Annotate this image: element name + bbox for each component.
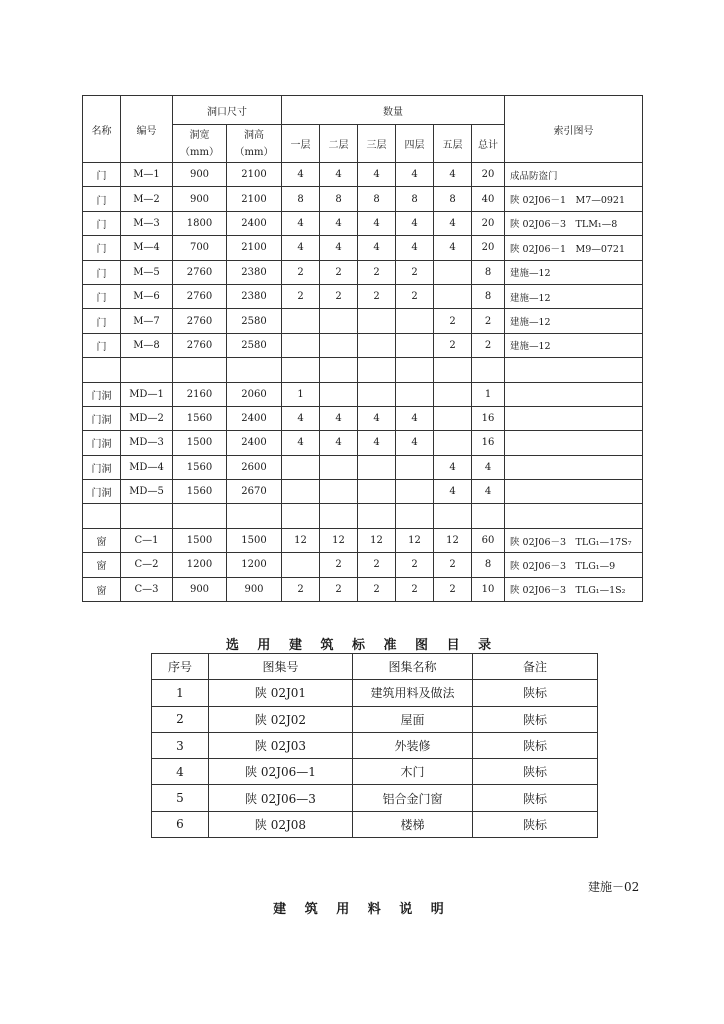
cell-floor-1: 2 (282, 577, 320, 601)
cell-floor-4 (396, 358, 434, 382)
cell-name: 门 (83, 284, 121, 308)
table-row (83, 480, 643, 504)
header-width: 洞宽 （mm） (173, 125, 227, 163)
cell-floor-2 (320, 382, 358, 406)
cell-floor-3: 4 (358, 406, 396, 430)
catalog-cell-remark: 陕标 (473, 811, 598, 837)
table-row (83, 455, 643, 479)
cell-floor-3: 2 (358, 577, 396, 601)
cell-reference (505, 406, 643, 430)
cell-total: 8 (472, 553, 505, 577)
catalog-cell-atlas-name: 木门 (353, 759, 473, 785)
header-total: 总计 (472, 125, 505, 163)
cell-floor-5 (434, 382, 472, 406)
header-height: 洞高 （mm） (227, 125, 282, 163)
cell-code: MD—2 (121, 406, 173, 430)
table-row (83, 528, 643, 552)
cell-code: C—3 (121, 577, 173, 601)
cell-reference: 建施—12 (505, 309, 643, 333)
cell-floor-1: 4 (282, 406, 320, 430)
cell-height: 2400 (227, 211, 282, 235)
cell-floor-4: 4 (396, 431, 434, 455)
cell-reference: 建施—12 (505, 260, 643, 284)
cell-name: 窗 (83, 553, 121, 577)
cell-reference (505, 431, 643, 455)
table-row (83, 431, 643, 455)
cell-name: 门洞 (83, 480, 121, 504)
cell-floor-5: 2 (434, 309, 472, 333)
cell-floor-4: 4 (396, 406, 434, 430)
standard-drawing-catalog-table (151, 653, 598, 838)
catalog-cell-atlas-name: 铝合金门窗 (353, 785, 473, 811)
cell-floor-2 (320, 480, 358, 504)
cell-total (472, 358, 505, 382)
cell-reference (505, 358, 643, 382)
catalog-cell-atlas-no: 陕 02J01 (209, 680, 353, 706)
cell-code: C—2 (121, 553, 173, 577)
cell-width: 1560 (173, 480, 227, 504)
cell-floor-3 (358, 455, 396, 479)
header-floor-1: 一层 (282, 125, 320, 163)
cell-code: M—3 (121, 211, 173, 235)
cell-name: 窗 (83, 577, 121, 601)
cell-total: 20 (472, 163, 505, 187)
cell-reference: 陕 02J06－3 TLM₁—8 (505, 211, 643, 235)
cell-floor-2: 4 (320, 406, 358, 430)
cell-floor-2 (320, 333, 358, 357)
cell-floor-5: 4 (434, 211, 472, 235)
cell-name: 门 (83, 211, 121, 235)
catalog-cell-atlas-no: 陕 02J06—1 (209, 759, 353, 785)
header-floor-5: 五层 (434, 125, 472, 163)
cell-floor-4 (396, 382, 434, 406)
cell-total: 1 (472, 382, 505, 406)
header-floor-2: 二层 (320, 125, 358, 163)
cell-height (227, 504, 282, 528)
cell-floor-1: 8 (282, 187, 320, 211)
cell-floor-2: 2 (320, 284, 358, 308)
cell-floor-5: 4 (434, 163, 472, 187)
catalog-cell-atlas-no: 陕 02J06—3 (209, 785, 353, 811)
cell-total: 8 (472, 260, 505, 284)
catalog-cell-atlas-no: 陕 02J03 (209, 732, 353, 758)
cell-height: 2580 (227, 333, 282, 357)
cell-width: 900 (173, 187, 227, 211)
cell-width: 2160 (173, 382, 227, 406)
cell-floor-1: 2 (282, 284, 320, 308)
cell-floor-1 (282, 480, 320, 504)
catalog-cell-remark: 陕标 (473, 706, 598, 732)
cell-floor-4: 4 (396, 211, 434, 235)
catalog-cell-index: 1 (152, 680, 209, 706)
table-row (83, 163, 643, 187)
cell-total: 20 (472, 211, 505, 235)
section-title: 建 筑 用 料 说 明 (273, 902, 451, 917)
cell-floor-3 (358, 358, 396, 382)
catalog-cell-index: 2 (152, 706, 209, 732)
catalog-cell-atlas-name: 楼梯 (353, 811, 473, 837)
cell-total: 2 (472, 309, 505, 333)
cell-width: 900 (173, 577, 227, 601)
cell-height: 2100 (227, 187, 282, 211)
cell-width: 700 (173, 236, 227, 260)
cell-floor-1: 4 (282, 236, 320, 260)
catalog-cell-atlas-no: 陕 02J08 (209, 811, 353, 837)
cell-floor-1: 1 (282, 382, 320, 406)
catalog-cell-index: 3 (152, 732, 209, 758)
cell-floor-2: 4 (320, 431, 358, 455)
cell-floor-2: 4 (320, 236, 358, 260)
cell-floor-3 (358, 309, 396, 333)
cell-floor-3: 2 (358, 284, 396, 308)
cell-floor-2: 4 (320, 163, 358, 187)
cell-width: 2760 (173, 333, 227, 357)
cell-total: 16 (472, 431, 505, 455)
cell-floor-1 (282, 333, 320, 357)
cell-floor-3 (358, 333, 396, 357)
header-floor-4: 四层 (396, 125, 434, 163)
catalog-title: 选 用 建 筑 标 准 图 目 录 (225, 638, 499, 653)
cell-floor-5 (434, 504, 472, 528)
header-reference: 索引图号 (505, 96, 643, 163)
cell-name: 门 (83, 187, 121, 211)
table-row (83, 309, 643, 333)
cell-name (83, 504, 121, 528)
cell-floor-5: 2 (434, 333, 472, 357)
cell-floor-2 (320, 455, 358, 479)
cell-floor-2 (320, 309, 358, 333)
catalog-header-index: 序号 (152, 654, 209, 680)
cell-total: 60 (472, 528, 505, 552)
cell-total: 4 (472, 480, 505, 504)
table-row (152, 706, 598, 732)
cell-height: 2100 (227, 163, 282, 187)
cell-floor-2: 2 (320, 577, 358, 601)
cell-floor-4 (396, 455, 434, 479)
cell-name: 门 (83, 333, 121, 357)
cell-total: 8 (472, 284, 505, 308)
cell-floor-4 (396, 480, 434, 504)
cell-floor-1: 2 (282, 260, 320, 284)
cell-code (121, 358, 173, 382)
cell-floor-2: 2 (320, 260, 358, 284)
cell-floor-3 (358, 480, 396, 504)
cell-floor-3 (358, 382, 396, 406)
cell-total: 20 (472, 236, 505, 260)
cell-total: 10 (472, 577, 505, 601)
cell-total (472, 504, 505, 528)
cell-floor-3: 2 (358, 553, 396, 577)
cell-floor-4 (396, 504, 434, 528)
cell-name: 门洞 (83, 431, 121, 455)
cell-floor-1: 4 (282, 431, 320, 455)
cell-width: 1560 (173, 455, 227, 479)
table-row (83, 358, 643, 382)
cell-height: 900 (227, 577, 282, 601)
header-opening-size: 洞口尺寸 (173, 96, 282, 125)
table-row (83, 553, 643, 577)
cell-floor-3: 12 (358, 528, 396, 552)
table-row (152, 785, 598, 811)
cell-height: 1500 (227, 528, 282, 552)
table-row (83, 577, 643, 601)
cell-reference: 陕 02J06－1 M7—0921 (505, 187, 643, 211)
cell-width: 900 (173, 163, 227, 187)
cell-height: 2670 (227, 480, 282, 504)
cell-reference (505, 480, 643, 504)
cell-height: 2400 (227, 431, 282, 455)
catalog-header-atlas-no: 图集号 (209, 654, 353, 680)
catalog-cell-remark: 陕标 (473, 732, 598, 758)
cell-floor-4: 2 (396, 553, 434, 577)
cell-floor-1 (282, 504, 320, 528)
cell-floor-5 (434, 358, 472, 382)
cell-code: MD—4 (121, 455, 173, 479)
page-number: 建施－02 (588, 880, 640, 894)
cell-floor-5: 2 (434, 553, 472, 577)
table-row (83, 406, 643, 430)
catalog-cell-remark: 陕标 (473, 785, 598, 811)
cell-height: 2600 (227, 455, 282, 479)
cell-floor-4: 12 (396, 528, 434, 552)
cell-floor-3: 4 (358, 236, 396, 260)
cell-floor-1: 4 (282, 163, 320, 187)
cell-floor-5: 2 (434, 577, 472, 601)
cell-code: MD—3 (121, 431, 173, 455)
cell-floor-3: 4 (358, 431, 396, 455)
catalog-cell-index: 4 (152, 759, 209, 785)
cell-floor-4: 2 (396, 577, 434, 601)
cell-code: M—8 (121, 333, 173, 357)
cell-height: 2060 (227, 382, 282, 406)
cell-name: 门 (83, 309, 121, 333)
cell-floor-2 (320, 358, 358, 382)
cell-height: 2400 (227, 406, 282, 430)
cell-floor-3: 8 (358, 187, 396, 211)
cell-code: MD—5 (121, 480, 173, 504)
cell-width: 2760 (173, 284, 227, 308)
table-row (83, 211, 643, 235)
cell-floor-1 (282, 455, 320, 479)
cell-floor-1 (282, 309, 320, 333)
cell-code: M—5 (121, 260, 173, 284)
schedule-header-row-1 (83, 96, 643, 125)
table-row (83, 236, 643, 260)
cell-floor-5: 4 (434, 236, 472, 260)
cell-width: 2760 (173, 309, 227, 333)
header-name: 名称 (83, 96, 121, 163)
catalog-cell-remark: 陕标 (473, 680, 598, 706)
cell-width: 1200 (173, 553, 227, 577)
cell-total: 4 (472, 455, 505, 479)
cell-floor-1 (282, 553, 320, 577)
cell-floor-5: 4 (434, 480, 472, 504)
cell-floor-5: 12 (434, 528, 472, 552)
catalog-cell-atlas-name: 外装修 (353, 732, 473, 758)
cell-code (121, 504, 173, 528)
table-row (152, 732, 598, 758)
cell-floor-1: 12 (282, 528, 320, 552)
catalog-cell-atlas-name: 屋面 (353, 706, 473, 732)
cell-width (173, 504, 227, 528)
cell-floor-5 (434, 260, 472, 284)
cell-name: 门洞 (83, 382, 121, 406)
cell-reference (505, 504, 643, 528)
cell-floor-4: 2 (396, 260, 434, 284)
cell-floor-3: 2 (358, 260, 396, 284)
cell-reference: 成品防盗门 (505, 163, 643, 187)
cell-floor-4: 2 (396, 284, 434, 308)
cell-floor-2: 12 (320, 528, 358, 552)
table-row (83, 187, 643, 211)
table-row (152, 759, 598, 785)
cell-reference: 陕 02J06－3 TLG₁—17S₇ (505, 528, 643, 552)
cell-reference: 陕 02J06－1 M9—0721 (505, 236, 643, 260)
cell-floor-1 (282, 358, 320, 382)
cell-floor-4: 4 (396, 163, 434, 187)
catalog-cell-atlas-name: 建筑用料及做法 (353, 680, 473, 706)
cell-height: 1200 (227, 553, 282, 577)
cell-floor-3: 4 (358, 211, 396, 235)
cell-width: 2760 (173, 260, 227, 284)
cell-floor-3 (358, 504, 396, 528)
cell-height: 2100 (227, 236, 282, 260)
header-quantity: 数量 (282, 96, 505, 125)
cell-floor-2: 4 (320, 211, 358, 235)
header-code: 编号 (121, 96, 173, 163)
catalog-cell-index: 6 (152, 811, 209, 837)
cell-floor-1: 4 (282, 211, 320, 235)
catalog-header-atlas-name: 图集名称 (353, 654, 473, 680)
cell-code: M—1 (121, 163, 173, 187)
cell-reference (505, 382, 643, 406)
cell-code: M—4 (121, 236, 173, 260)
cell-floor-2 (320, 504, 358, 528)
cell-width (173, 358, 227, 382)
cell-code: M—6 (121, 284, 173, 308)
cell-floor-2: 2 (320, 553, 358, 577)
table-row (83, 333, 643, 357)
cell-floor-5: 4 (434, 455, 472, 479)
cell-floor-4: 8 (396, 187, 434, 211)
table-row (83, 284, 643, 308)
cell-reference (505, 455, 643, 479)
catalog-cell-remark: 陕标 (473, 759, 598, 785)
table-row (152, 811, 598, 837)
cell-name: 门 (83, 260, 121, 284)
cell-code: M—2 (121, 187, 173, 211)
catalog-header-remark: 备注 (473, 654, 598, 680)
cell-floor-5 (434, 431, 472, 455)
table-row (83, 260, 643, 284)
table-row (83, 382, 643, 406)
cell-height: 2580 (227, 309, 282, 333)
cell-width: 1500 (173, 528, 227, 552)
table-row (83, 504, 643, 528)
cell-floor-4 (396, 333, 434, 357)
cell-floor-5: 8 (434, 187, 472, 211)
header-floor-3: 三层 (358, 125, 396, 163)
cell-name: 门洞 (83, 406, 121, 430)
cell-total: 40 (472, 187, 505, 211)
cell-code: MD—1 (121, 382, 173, 406)
cell-floor-5 (434, 406, 472, 430)
cell-code: M—7 (121, 309, 173, 333)
catalog-header-row (152, 654, 598, 680)
door-window-schedule-table (82, 95, 643, 602)
cell-name: 门 (83, 163, 121, 187)
cell-name: 窗 (83, 528, 121, 552)
cell-floor-4 (396, 309, 434, 333)
table-row (152, 680, 598, 706)
cell-height (227, 358, 282, 382)
cell-name: 门 (83, 236, 121, 260)
cell-total: 16 (472, 406, 505, 430)
cell-width: 1560 (173, 406, 227, 430)
cell-reference: 建施—12 (505, 333, 643, 357)
cell-reference: 陕 02J06－3 TLG₁—9 (505, 553, 643, 577)
cell-reference: 建施—12 (505, 284, 643, 308)
catalog-cell-index: 5 (152, 785, 209, 811)
cell-reference: 陕 02J06－3 TLG₁—1S₂ (505, 577, 643, 601)
cell-floor-2: 8 (320, 187, 358, 211)
cell-height: 2380 (227, 284, 282, 308)
cell-name: 门洞 (83, 455, 121, 479)
cell-floor-4: 4 (396, 236, 434, 260)
cell-code: C—1 (121, 528, 173, 552)
cell-total: 2 (472, 333, 505, 357)
cell-floor-5 (434, 284, 472, 308)
catalog-cell-atlas-no: 陕 02J02 (209, 706, 353, 732)
cell-height: 2380 (227, 260, 282, 284)
cell-name (83, 358, 121, 382)
cell-floor-3: 4 (358, 163, 396, 187)
cell-width: 1800 (173, 211, 227, 235)
cell-width: 1500 (173, 431, 227, 455)
